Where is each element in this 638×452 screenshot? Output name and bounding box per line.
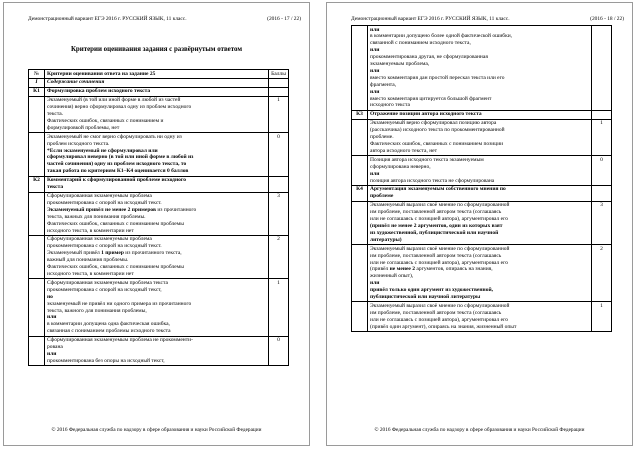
header-text: Демонстрационный вариант ЕГЭ 2016 г. РУССКИЙ ЯЗЫК, 11 класс. <box>351 16 510 22</box>
criterion-title: Формулировка проблем исходного текста <box>45 87 269 96</box>
section-number: I <box>29 78 45 87</box>
points-value: 2 <box>592 245 612 302</box>
table-row <box>352 156 612 186</box>
criterion-description: Сформулированная экзаменуемым проблема прокомментирована с опорой на исходный текст. Экзаменуемый привёл 1 пример из прочитанного текста, важный для понимания проблемы. Фактических ошибок, связанных с пониманием проблемы исходного текста, в комментарии нет <box>45 235 269 278</box>
criterion-description: Экзаменуемый выразил своё мнение по сформулированной им проблеме, поставленной автором текста (соглашаясь или не соглашаясь с позицией автора), аргументировал его (привёл не менее 2 аргументов, опираясь на знания, жизненный опыт), или привёл только один аргумент из художественной, публицистической или научной литературы <box>368 245 592 302</box>
table-header-row <box>29 70 289 79</box>
points-value: 3 <box>269 192 289 235</box>
table-row <box>352 302 612 332</box>
criterion-description: Сформулированная экзаменуемым проблема не прокомменти- рована или прокомментирована без опоры на исходный текст, <box>45 336 269 366</box>
points-value: 1 <box>269 96 289 133</box>
criterion-k4-row <box>352 185 612 201</box>
page-header <box>28 16 301 23</box>
table-row <box>352 201 612 244</box>
table-row <box>29 279 289 336</box>
criterion-number: К2 <box>29 176 45 192</box>
criterion-description: Экзаменуемый выразил своё мнение по сформулированной им проблеме, поставленной автором текста (соглашаясь или не соглашаясь с позицией автора), аргументировал его (привёл один аргумент), опираясь на знания, жизненный опыт <box>368 302 592 332</box>
header-text: Демонстрационный вариант ЕГЭ 2016 г. РУССКИЙ ЯЗЫК, 11 класс. <box>28 16 187 22</box>
criterion-k3-row <box>352 110 612 119</box>
table-row <box>29 96 289 133</box>
criteria-table-continued <box>351 25 612 332</box>
table-row <box>29 133 289 176</box>
page-footer: © 2016 Федеральная служба по надзору в сфере образования и науки Российской Федерации <box>374 427 585 433</box>
criterion-description: Сформулированная экзаменуемым проблема прокомментирована с опорой на исходный текст. Экзаменуемый привёл не менее 2 примеров из прочитанного текста, важных для понимания проблемы. Фактических ошибок, связанных с пониманием проблемы исходного текста, в комментарии нет <box>45 192 269 235</box>
col-points-header: Баллы <box>269 70 289 79</box>
table-row <box>352 245 612 302</box>
criterion-k1-row <box>29 87 289 96</box>
criterion-title: Комментарий к сформулированной проблеме исходного текста <box>45 176 269 192</box>
points-value: 0 <box>269 133 289 176</box>
points-value: 0 <box>269 336 289 366</box>
criterion-description: Экзаменуемый не смог верно сформулировать ни одну из проблем исходного текста. *Если экзаменуемый не сформулировал или сформулировал неверно (в той или иной форме в любой из частей сочинения) одну из проблем исходного текста, то такая работа по критериям К1–К4 оценивается 0 баллов <box>45 133 269 176</box>
page-title: Критерии оценивания задания с развёрнутым ответом <box>70 46 243 53</box>
criterion-number: К4 <box>352 185 368 201</box>
criteria-table <box>28 69 289 366</box>
points-value: 3 <box>592 201 612 244</box>
table-row <box>29 192 289 235</box>
points-value: 0 <box>592 156 612 186</box>
criterion-description: или в комментарии допущено более одной фактической ошибки, связанной с пониманием исходного текста, или прокомментирована другая, не сформулированная экзаменуемым проблема, или вместо комментария дан простой пересказ текста или его фрагмента, или вместо комментария цитируется большой фрагмент исходного текста <box>368 26 592 111</box>
section-title: Содержание сочинения <box>45 78 269 87</box>
criterion-number: К3 <box>352 110 368 119</box>
section-row <box>29 78 289 87</box>
criterion-description: Позиция автора исходного текста экзаменуемым сформулирована неверно, или позиция автора исходного текста не сформулирована <box>368 156 592 186</box>
col-criteria-header: Критерии оценивания ответа на задание 25 <box>45 70 269 79</box>
criterion-number: К1 <box>29 87 45 96</box>
criterion-title: Отражение позиции автора исходного текста <box>368 110 592 119</box>
points-value: 1 <box>592 119 612 156</box>
criterion-description: Сформулированная экзаменуемым проблема текста прокомментирована с опорой на исходный текст, но экзаменуемый не привёл ни одного примера из прочитанного текста, важного для понимания проблемы, или в комментарии допущена одна фактическая ошибка, связанная с пониманием проблемы исходного текста <box>45 279 269 336</box>
points-value: 1 <box>269 279 289 336</box>
points-value: 1 <box>592 302 612 332</box>
table-row <box>29 336 289 366</box>
document-page-18 <box>326 2 633 446</box>
table-row <box>29 235 289 278</box>
criterion-title: Аргументация экзаменуемым собственного мнения по проблеме <box>368 185 592 201</box>
document-page-17 <box>3 2 310 446</box>
criterion-description: Экзаменуемый (в той или иной форме в любой из частей сочинения) верно сформулировал одну из проблем исходного текста. Фактических ошибок, связанных с пониманием и формулировкой проблемы, нет <box>45 96 269 133</box>
page-footer: © 2016 Федеральная служба по надзору в сфере образования и науки Российской Федерации <box>51 427 262 433</box>
table-row <box>352 119 612 156</box>
col-num-header: № <box>29 70 45 79</box>
table-row <box>352 26 612 111</box>
page-header <box>351 16 624 23</box>
page-number: (2016 - 17 / 22) <box>267 16 301 22</box>
points-value: 2 <box>269 235 289 278</box>
criterion-k2-row <box>29 176 289 192</box>
criterion-description: Экзаменуемый верно сформулировал позицию автора (рассказчика) исходного текста по прокомментированной проблеме. Фактических ошибок, связанных с пониманием позиции автора исходного текста, нет <box>368 119 592 156</box>
criterion-description: Экзаменуемый выразил своё мнение по сформулированной им проблеме, поставленной автором текста (соглашаясь или не соглашаясь с позицией автора), аргументировал его (привёл не менее 2 аргументов, один из которых взят из художественной, публицистической или научной литературы) <box>368 201 592 244</box>
page-number: (2016 - 18 / 22) <box>590 16 624 22</box>
